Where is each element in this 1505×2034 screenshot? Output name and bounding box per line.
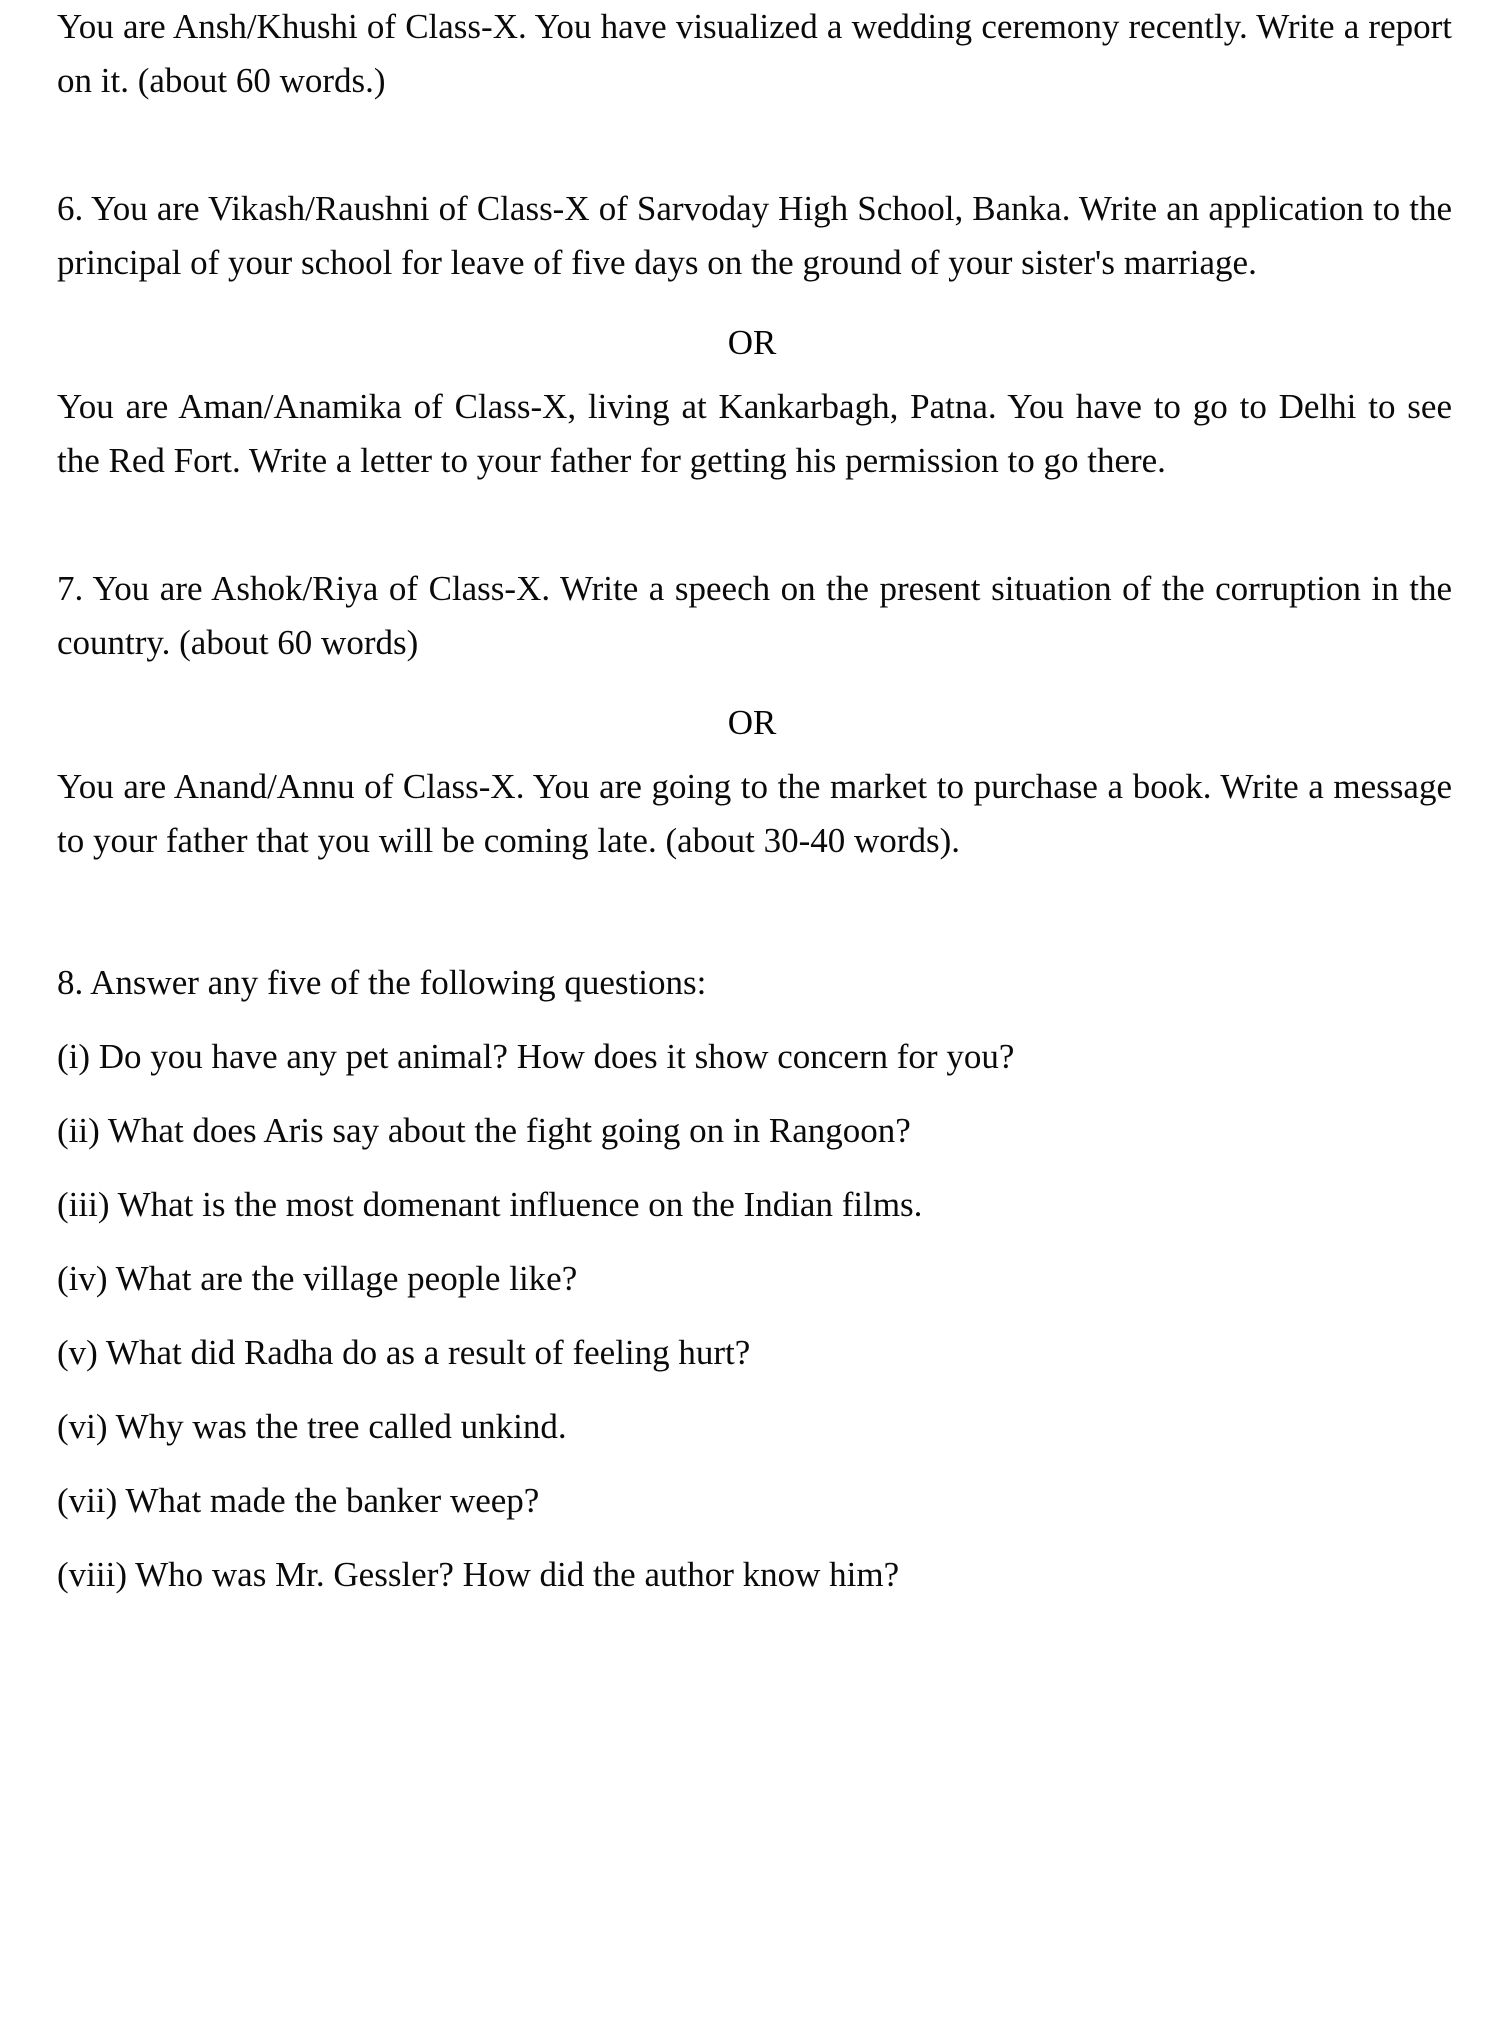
spacer <box>57 1306 1452 1326</box>
question-8-item-vii: (vii) What made the banker weep? <box>57 1481 540 1520</box>
spacer <box>57 750 1452 760</box>
question-6-alternative: You are Aman/Anamika of Class-X, living at Kankarbagh, Patna. You have to go to Delhi to see the Red Fort. Write a letter to your father for getting his permission to go there. <box>57 387 1452 480</box>
question-8-item-iv: (iv) What are the village people like? <box>57 1259 578 1298</box>
spacer <box>57 370 1452 380</box>
question-7-main: 7. You are Ashok/Riya of Class-X. Write a speech on the present situation of the corruption in the country. (about 60 words) <box>57 569 1452 662</box>
question-8-item-viii: (viii) Who was Mr. Gessler? How did the author know him? <box>57 1555 900 1594</box>
question-8-item-i: (i) Do you have any pet animal? How does it show concern for you? <box>57 1037 1015 1076</box>
question-8-item-vi: (vi) Why was the tree called unkind. <box>57 1407 567 1446</box>
spacer <box>57 290 1452 316</box>
question-7-alternative: You are Anand/Annu of Class-X. You are going to the market to purchase a book. Write a message to your father that you will be coming late. (about 30-40 words). <box>57 767 1452 860</box>
question-8-item-ii: (ii) What does Aris say about the fight going on in Rangoon? <box>57 1111 911 1150</box>
spacer <box>57 108 1452 182</box>
spacer <box>57 1084 1452 1104</box>
question-8-item-iii: (iii) What is the most domenant influence on the Indian films. <box>57 1185 923 1224</box>
spacer <box>57 1528 1452 1548</box>
spacer <box>57 488 1452 562</box>
question-7-or-label: OR <box>727 703 777 742</box>
spacer <box>57 868 1452 956</box>
spacer <box>57 1232 1452 1252</box>
spacer <box>57 1158 1452 1178</box>
question-6-or-label: OR <box>727 323 777 362</box>
top-fragment-paragraph: You are Ansh/Khushi of Class-X. You have visualized a wedding ceremony recently. Write a report on it. (about 60 words.) <box>57 7 1452 100</box>
question-8-heading: 8. Answer any five of the following questions: <box>57 963 707 1002</box>
question-8-item-v: (v) What did Radha do as a result of feeling hurt? <box>57 1333 751 1372</box>
page-bottom-blank-area <box>57 1602 1452 1603</box>
spacer <box>57 1380 1452 1400</box>
question-6-main: 6. You are Vikash/Raushni of Class-X of Sarvoday High School, Banka. Write an application to the principal of your school for leave of five days on the ground of your sister's marriage. <box>57 189 1452 282</box>
page-content <box>57 0 1452 1603</box>
spacer <box>57 670 1452 696</box>
spacer <box>57 1454 1452 1474</box>
spacer <box>57 1010 1452 1030</box>
